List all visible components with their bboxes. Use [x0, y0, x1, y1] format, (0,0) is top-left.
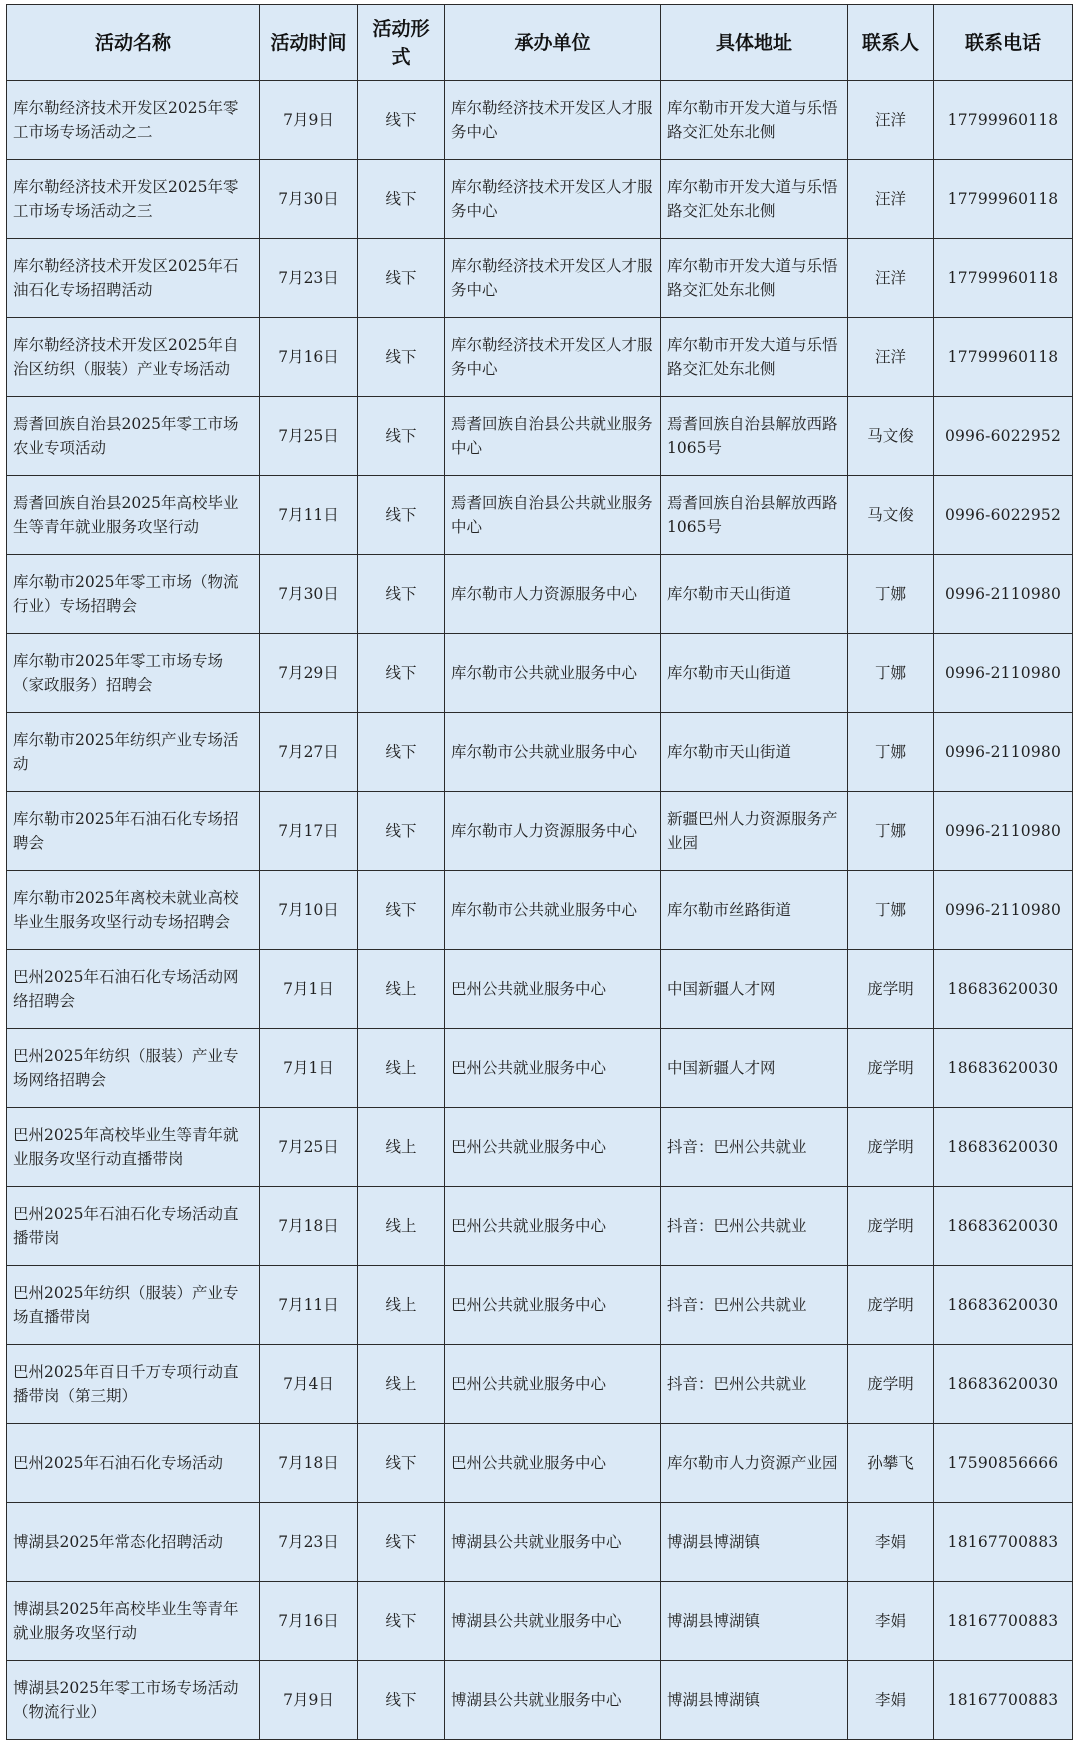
cell-activity-form: 线下	[358, 476, 445, 555]
cell-activity-form: 线下	[358, 792, 445, 871]
cell-activity-time: 7月23日	[260, 239, 358, 318]
cell-activity-form: 线下	[358, 555, 445, 634]
cell-activity-time: 7月23日	[260, 1503, 358, 1582]
table-row	[7, 792, 1073, 871]
cell-activity-time: 7月25日	[260, 1108, 358, 1187]
cell-activity-name: 博湖县2025年常态化招聘活动	[7, 1503, 260, 1582]
table-row	[7, 81, 1073, 160]
cell-contact: 丁娜	[848, 634, 934, 713]
cell-organizer: 库尔勒市公共就业服务中心	[445, 871, 661, 950]
cell-phone: 18683620030	[934, 1187, 1073, 1266]
cell-activity-form: 线上	[358, 1266, 445, 1345]
cell-organizer: 巴州公共就业服务中心	[445, 1029, 661, 1108]
header-contact: 联系人	[848, 5, 934, 81]
cell-contact: 庞学明	[848, 950, 934, 1029]
cell-contact: 丁娜	[848, 555, 934, 634]
cell-activity-form: 线上	[358, 950, 445, 1029]
cell-contact: 丁娜	[848, 713, 934, 792]
cell-activity-name: 博湖县2025年高校毕业生等青年就业服务攻坚行动	[7, 1582, 260, 1661]
cell-activity-form: 线上	[358, 1029, 445, 1108]
cell-phone: 17799960118	[934, 318, 1073, 397]
table-row	[7, 1108, 1073, 1187]
cell-organizer: 博湖县公共就业服务中心	[445, 1582, 661, 1661]
header-organizer: 承办单位	[445, 5, 661, 81]
cell-address: 焉耆回族自治县解放西路1065号	[661, 476, 848, 555]
header-activity-form: 活动形式	[358, 5, 445, 81]
cell-organizer: 巴州公共就业服务中心	[445, 1345, 661, 1424]
cell-activity-name: 巴州2025年纺织（服装）产业专场网络招聘会	[7, 1029, 260, 1108]
activity-table	[6, 4, 1073, 1740]
table-row	[7, 950, 1073, 1029]
cell-activity-form: 线下	[358, 713, 445, 792]
cell-phone: 17799960118	[934, 81, 1073, 160]
cell-activity-time: 7月4日	[260, 1345, 358, 1424]
cell-activity-form: 线下	[358, 397, 445, 476]
cell-phone: 0996-6022952	[934, 397, 1073, 476]
cell-activity-time: 7月16日	[260, 318, 358, 397]
cell-phone: 18167700883	[934, 1661, 1073, 1740]
cell-activity-form: 线上	[358, 1187, 445, 1266]
cell-organizer: 巴州公共就业服务中心	[445, 1424, 661, 1503]
header-address: 具体地址	[661, 5, 848, 81]
cell-organizer: 博湖县公共就业服务中心	[445, 1503, 661, 1582]
cell-organizer: 巴州公共就业服务中心	[445, 1266, 661, 1345]
cell-address: 博湖县博湖镇	[661, 1661, 848, 1740]
cell-organizer: 库尔勒经济技术开发区人才服务中心	[445, 318, 661, 397]
cell-address: 库尔勒市天山街道	[661, 713, 848, 792]
cell-activity-name: 焉耆回族自治县2025年零工市场农业专项活动	[7, 397, 260, 476]
cell-activity-time: 7月17日	[260, 792, 358, 871]
cell-activity-name: 库尔勒市2025年纺织产业专场活动	[7, 713, 260, 792]
table-row	[7, 476, 1073, 555]
table-row	[7, 1503, 1073, 1582]
cell-activity-form: 线下	[358, 634, 445, 713]
cell-organizer: 焉耆回族自治县公共就业服务中心	[445, 476, 661, 555]
table-row	[7, 713, 1073, 792]
table-row	[7, 1345, 1073, 1424]
cell-contact: 汪洋	[848, 81, 934, 160]
table-row	[7, 634, 1073, 713]
cell-activity-name: 巴州2025年纺织（服装）产业专场直播带岗	[7, 1266, 260, 1345]
table-row	[7, 871, 1073, 950]
cell-phone: 18683620030	[934, 1108, 1073, 1187]
cell-address: 抖音：巴州公共就业	[661, 1266, 848, 1345]
cell-activity-form: 线下	[358, 1503, 445, 1582]
cell-organizer: 库尔勒市公共就业服务中心	[445, 634, 661, 713]
cell-organizer: 库尔勒市人力资源服务中心	[445, 792, 661, 871]
cell-organizer: 库尔勒市公共就业服务中心	[445, 713, 661, 792]
cell-organizer: 博湖县公共就业服务中心	[445, 1661, 661, 1740]
cell-activity-form: 线下	[358, 318, 445, 397]
cell-activity-name: 焉耆回族自治县2025年高校毕业生等青年就业服务攻坚行动	[7, 476, 260, 555]
cell-activity-name: 巴州2025年石油石化专场活动网络招聘会	[7, 950, 260, 1029]
cell-phone: 0996-2110980	[934, 634, 1073, 713]
cell-address: 博湖县博湖镇	[661, 1503, 848, 1582]
cell-activity-form: 线下	[358, 1661, 445, 1740]
cell-address: 中国新疆人才网	[661, 950, 848, 1029]
table-row	[7, 397, 1073, 476]
cell-activity-time: 7月30日	[260, 555, 358, 634]
cell-address: 库尔勒市天山街道	[661, 555, 848, 634]
cell-contact: 庞学明	[848, 1345, 934, 1424]
cell-activity-name: 库尔勒经济技术开发区2025年石油石化专场招聘活动	[7, 239, 260, 318]
table-row	[7, 160, 1073, 239]
header-activity-time: 活动时间	[260, 5, 358, 81]
cell-address: 库尔勒市开发大道与乐悟路交汇处东北侧	[661, 160, 848, 239]
cell-address: 库尔勒市开发大道与乐悟路交汇处东北侧	[661, 81, 848, 160]
cell-activity-time: 7月18日	[260, 1424, 358, 1503]
header-activity-name: 活动名称	[7, 5, 260, 81]
cell-activity-name: 库尔勒经济技术开发区2025年自治区纺织（服装）产业专场活动	[7, 318, 260, 397]
cell-contact: 李娟	[848, 1503, 934, 1582]
cell-organizer: 巴州公共就业服务中心	[445, 1108, 661, 1187]
table-row	[7, 555, 1073, 634]
cell-address: 中国新疆人才网	[661, 1029, 848, 1108]
cell-phone: 18167700883	[934, 1582, 1073, 1661]
cell-phone: 0996-2110980	[934, 713, 1073, 792]
cell-contact: 丁娜	[848, 792, 934, 871]
cell-contact: 庞学明	[848, 1266, 934, 1345]
cell-contact: 汪洋	[848, 160, 934, 239]
cell-activity-name: 库尔勒市2025年石油石化专场招聘会	[7, 792, 260, 871]
activity-schedule-sheet	[6, 4, 1072, 1740]
cell-activity-name: 库尔勒市2025年离校未就业高校毕业生服务攻坚行动专场招聘会	[7, 871, 260, 950]
cell-address: 库尔勒市丝路街道	[661, 871, 848, 950]
cell-address: 库尔勒市开发大道与乐悟路交汇处东北侧	[661, 239, 848, 318]
cell-address: 抖音：巴州公共就业	[661, 1187, 848, 1266]
cell-activity-name: 库尔勒市2025年零工市场专场（家政服务）招聘会	[7, 634, 260, 713]
cell-phone: 17799960118	[934, 239, 1073, 318]
cell-phone: 0996-2110980	[934, 555, 1073, 634]
cell-organizer: 库尔勒市人力资源服务中心	[445, 555, 661, 634]
cell-activity-form: 线下	[358, 239, 445, 318]
cell-address: 库尔勒市开发大道与乐悟路交汇处东北侧	[661, 318, 848, 397]
cell-contact: 李娟	[848, 1661, 934, 1740]
table-row	[7, 1029, 1073, 1108]
cell-activity-name: 巴州2025年高校毕业生等青年就业服务攻坚行动直播带岗	[7, 1108, 260, 1187]
cell-activity-time: 7月10日	[260, 871, 358, 950]
table-header-row	[7, 5, 1073, 81]
cell-address: 焉耆回族自治县解放西路1065号	[661, 397, 848, 476]
cell-activity-time: 7月1日	[260, 950, 358, 1029]
cell-activity-time: 7月9日	[260, 81, 358, 160]
cell-activity-name: 巴州2025年石油石化专场活动	[7, 1424, 260, 1503]
cell-contact: 庞学明	[848, 1108, 934, 1187]
table-row	[7, 239, 1073, 318]
cell-contact: 孙攀飞	[848, 1424, 934, 1503]
cell-activity-time: 7月11日	[260, 1266, 358, 1345]
cell-phone: 17799960118	[934, 160, 1073, 239]
cell-address: 库尔勒市人力资源产业园	[661, 1424, 848, 1503]
table-row	[7, 1187, 1073, 1266]
cell-phone: 18167700883	[934, 1503, 1073, 1582]
cell-activity-form: 线上	[358, 1108, 445, 1187]
cell-organizer: 库尔勒经济技术开发区人才服务中心	[445, 81, 661, 160]
cell-activity-time: 7月29日	[260, 634, 358, 713]
cell-organizer: 巴州公共就业服务中心	[445, 1187, 661, 1266]
cell-address: 新疆巴州人力资源服务产业园	[661, 792, 848, 871]
cell-contact: 庞学明	[848, 1029, 934, 1108]
cell-organizer: 巴州公共就业服务中心	[445, 950, 661, 1029]
cell-address: 博湖县博湖镇	[661, 1582, 848, 1661]
cell-activity-name: 库尔勒经济技术开发区2025年零工市场专场活动之二	[7, 81, 260, 160]
cell-activity-time: 7月9日	[260, 1661, 358, 1740]
cell-contact: 汪洋	[848, 239, 934, 318]
cell-activity-name: 巴州2025年石油石化专场活动直播带岗	[7, 1187, 260, 1266]
cell-address: 抖音：巴州公共就业	[661, 1345, 848, 1424]
cell-contact: 汪洋	[848, 318, 934, 397]
cell-activity-form: 线下	[358, 871, 445, 950]
cell-organizer: 库尔勒经济技术开发区人才服务中心	[445, 160, 661, 239]
cell-contact: 李娟	[848, 1582, 934, 1661]
cell-activity-form: 线上	[358, 1345, 445, 1424]
cell-activity-name: 博湖县2025年零工市场专场活动（物流行业）	[7, 1661, 260, 1740]
cell-phone: 18683620030	[934, 950, 1073, 1029]
table-row	[7, 1661, 1073, 1740]
cell-organizer: 焉耆回族自治县公共就业服务中心	[445, 397, 661, 476]
cell-organizer: 库尔勒经济技术开发区人才服务中心	[445, 239, 661, 318]
cell-phone: 0996-6022952	[934, 476, 1073, 555]
header-phone: 联系电话	[934, 5, 1073, 81]
cell-phone: 18683620030	[934, 1266, 1073, 1345]
cell-phone: 18683620030	[934, 1029, 1073, 1108]
table-row	[7, 1582, 1073, 1661]
cell-activity-name: 库尔勒经济技术开发区2025年零工市场专场活动之三	[7, 160, 260, 239]
cell-contact: 马文俊	[848, 476, 934, 555]
cell-activity-form: 线下	[358, 1582, 445, 1661]
cell-activity-form: 线下	[358, 160, 445, 239]
cell-activity-time: 7月1日	[260, 1029, 358, 1108]
cell-address: 库尔勒市天山街道	[661, 634, 848, 713]
cell-activity-time: 7月16日	[260, 1582, 358, 1661]
cell-phone: 0996-2110980	[934, 792, 1073, 871]
cell-activity-time: 7月25日	[260, 397, 358, 476]
cell-activity-time: 7月18日	[260, 1187, 358, 1266]
cell-contact: 庞学明	[848, 1187, 934, 1266]
cell-activity-form: 线下	[358, 81, 445, 160]
cell-activity-name: 库尔勒市2025年零工市场（物流行业）专场招聘会	[7, 555, 260, 634]
cell-activity-time: 7月11日	[260, 476, 358, 555]
cell-activity-name: 巴州2025年百日千万专项行动直播带岗（第三期）	[7, 1345, 260, 1424]
table-row	[7, 318, 1073, 397]
table-row	[7, 1424, 1073, 1503]
table-body	[7, 81, 1073, 1740]
cell-phone: 17590856666	[934, 1424, 1073, 1503]
cell-activity-time: 7月30日	[260, 160, 358, 239]
cell-address: 抖音：巴州公共就业	[661, 1108, 848, 1187]
cell-contact: 马文俊	[848, 397, 934, 476]
cell-phone: 0996-2110980	[934, 871, 1073, 950]
cell-phone: 18683620030	[934, 1345, 1073, 1424]
table-row	[7, 1266, 1073, 1345]
cell-activity-time: 7月27日	[260, 713, 358, 792]
cell-contact: 丁娜	[848, 871, 934, 950]
cell-activity-form: 线下	[358, 1424, 445, 1503]
